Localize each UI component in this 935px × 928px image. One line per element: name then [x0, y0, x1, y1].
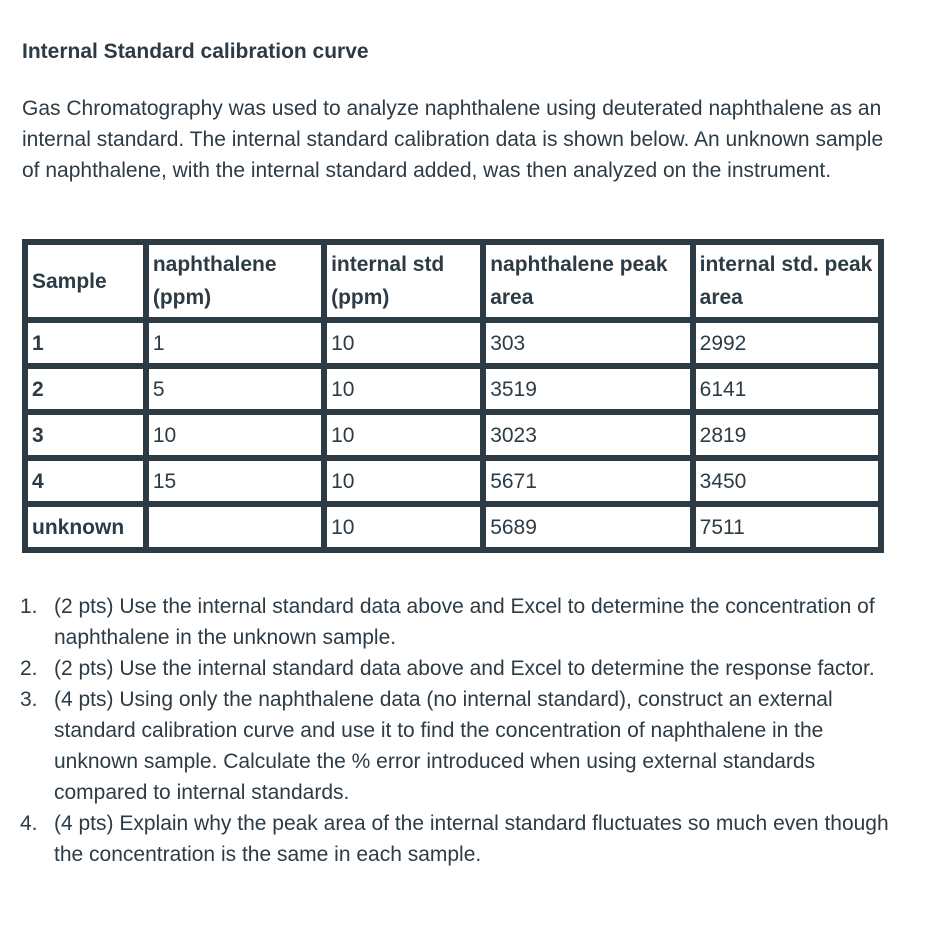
table-cell: 2992	[693, 320, 881, 366]
table-header-row	[25, 242, 881, 320]
question-number: 3.	[20, 688, 38, 711]
table-row	[25, 320, 881, 366]
table-cell: 1	[146, 320, 324, 366]
calibration-table	[22, 239, 884, 553]
question-number: 1.	[20, 595, 38, 618]
question-text: (2 pts) Use the internal standard data above and Excel to determine the response factor.	[54, 657, 875, 680]
page-title: Internal Standard calibration curve	[22, 40, 369, 63]
question-item	[20, 591, 900, 653]
table-row	[25, 458, 881, 504]
table-row	[25, 412, 881, 458]
table-cell: 5689	[483, 504, 692, 550]
table-cell: 3450	[693, 458, 881, 504]
table-cell: 10	[324, 504, 483, 550]
table-cell: 10	[324, 412, 483, 458]
table-cell: 5671	[483, 458, 692, 504]
table-cell: 3519	[483, 366, 692, 412]
header-naphthalene-peak-area: naphthalene peak area	[483, 242, 692, 320]
table-row	[25, 504, 881, 550]
table-cell: 10	[324, 458, 483, 504]
table-cell: 10	[324, 366, 483, 412]
table-cell: 6141	[693, 366, 881, 412]
question-item	[20, 653, 900, 684]
question-number: 2.	[20, 657, 38, 680]
table-cell: 2	[25, 366, 146, 412]
table-cell	[146, 504, 324, 550]
table-cell: 10	[324, 320, 483, 366]
intro-paragraph: Gas Chromatography was used to analyze naphthalene using deuterated naphthalene as an internal standard. The internal standard calibration data is shown below. An unknown sample of naphthalene, with the internal standard added, was then analyzed on the instrument.	[22, 97, 884, 182]
table-cell: unknown	[25, 504, 146, 550]
header-internal-std-ppm: internal std (ppm)	[324, 242, 483, 320]
table-cell: 3	[25, 412, 146, 458]
table-cell: 7511	[693, 504, 881, 550]
header-naphthalene-ppm: naphthalene (ppm)	[146, 242, 324, 320]
question-text: (4 pts) Using only the naphthalene data (no internal standard), construct an external standard calibration curve and use it to find the concentration of naphthalene in the unknown sample. Calculate the % error introduced when using external standards compared to internal standards.	[54, 688, 833, 804]
table-cell: 15	[146, 458, 324, 504]
question-text: (4 pts) Explain why the peak area of the internal standard fluctuates so much even though the concentration is the same in each sample.	[54, 812, 889, 866]
header-sample: Sample	[25, 242, 146, 320]
question-item	[20, 808, 900, 870]
table-cell: 3023	[483, 412, 692, 458]
table-cell: 4	[25, 458, 146, 504]
table-cell: 303	[483, 320, 692, 366]
question-item	[20, 684, 900, 808]
question-number: 4.	[20, 812, 38, 835]
header-internal-std-peak-area: internal std. peak area	[693, 242, 881, 320]
table-row	[25, 366, 881, 412]
question-list	[20, 591, 900, 870]
question-text: (2 pts) Use the internal standard data above and Excel to determine the concentration of naphthalene in the unknown sample.	[54, 595, 875, 649]
table-cell: 5	[146, 366, 324, 412]
table-cell: 1	[25, 320, 146, 366]
table-cell: 10	[146, 412, 324, 458]
table-cell: 2819	[693, 412, 881, 458]
